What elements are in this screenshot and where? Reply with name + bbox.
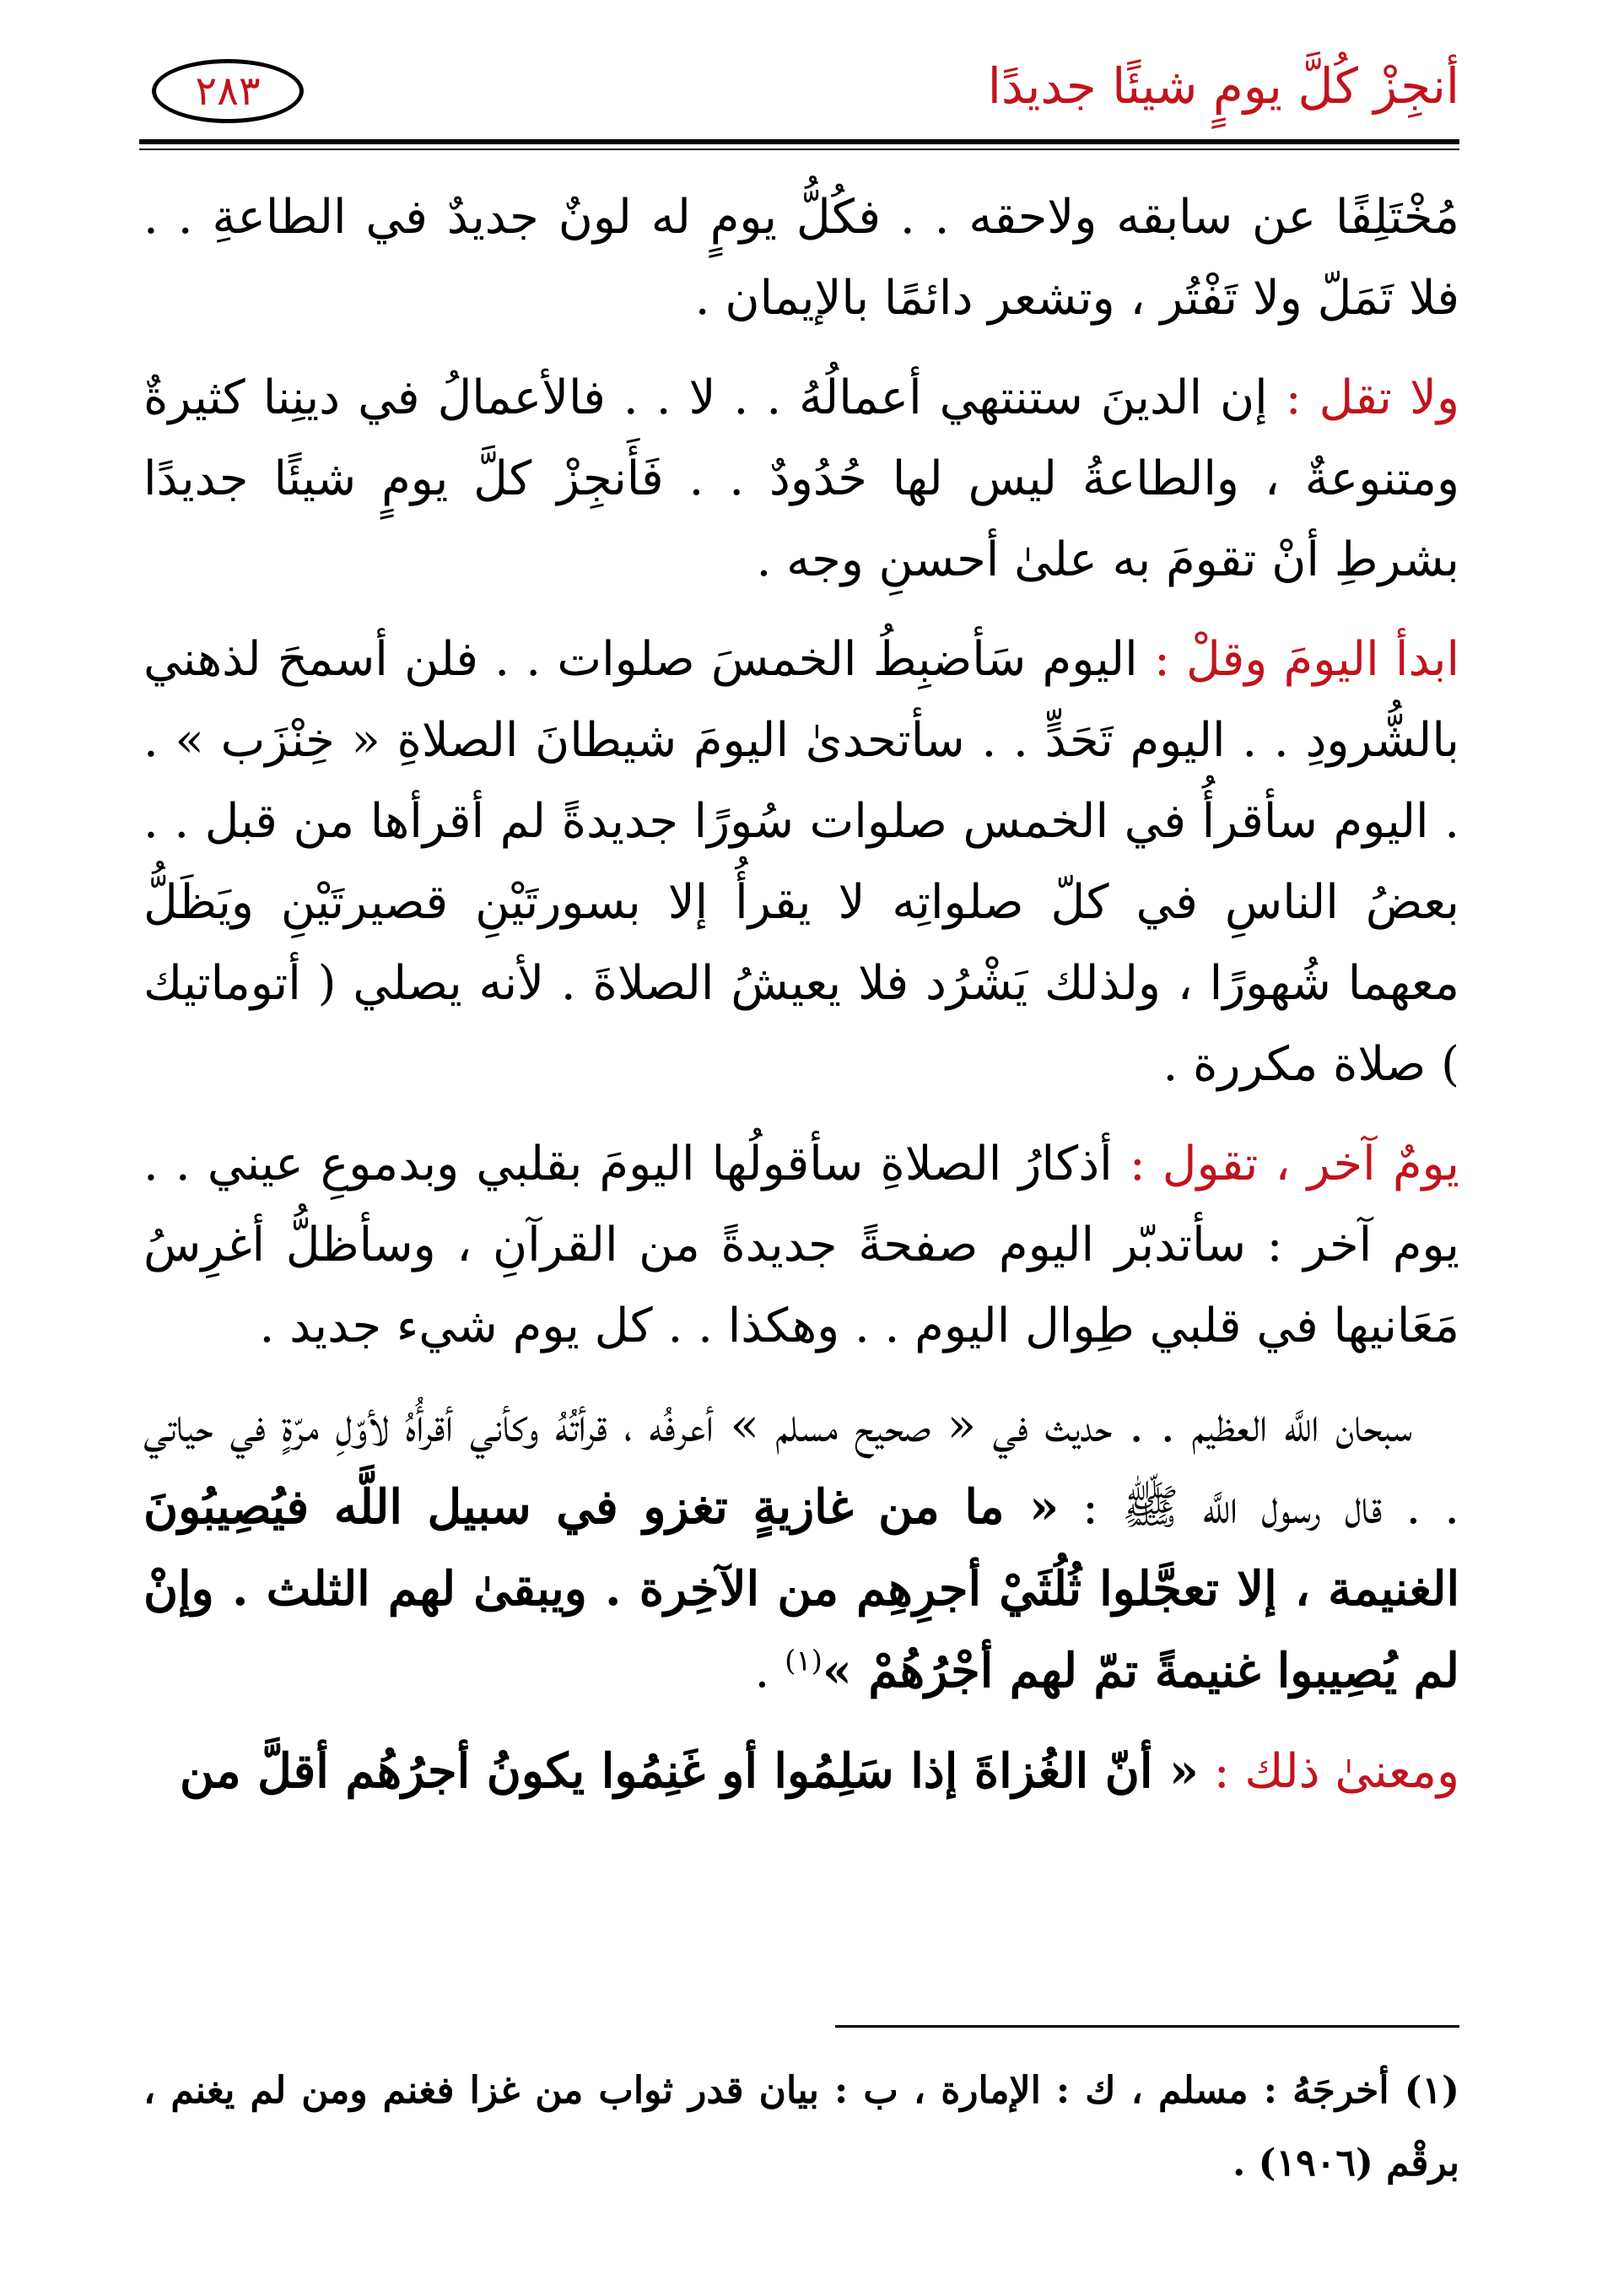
paragraph-text: إن الدينَ ستنتهي أعمالُهُ . . لا . . فالأعمالُ في دينِنا كثيرةٌ ومتنوعةٌ ، والطاعةُ ليس لها حُدُودٌ . . فَأَنجِزْ كلَّ يومٍ شيئًا جديدًا بشرطِ أنْ تقومَ به علىٰ أحسنِ وجه . — [143, 370, 1459, 587]
paragraph-2 — [143, 358, 1459, 601]
running-title: أنجِزْ كُلَّ يومٍ شيئًا جديدًا — [987, 57, 1459, 115]
paragraph-lead: ولا تقل : — [1285, 370, 1459, 425]
paragraph-text: اليوم سَأضبِطُ الخمسَ صلوات . . فلن أسمحَ لذهني بالشُّرودِ . . اليوم تَحَدٍّ . . سأتحدىٰ اليومَ شيطانَ الصلاةِ « خِنْزَب » . . اليوم سأقرأُ في الخمس صلوات سُورًا جديدةً لم أقرأها من قبل . . بعضُ الناسِ في كلّ صلواتِه لا يقرأُ إلا بسورتَيْنِ قصيرتَيْنِ ويَظَلُّ معهما شُهورًا ، ولذلك يَشْرُد فلا يعيشُ الصلاةَ . لأنه يصلي ( أتوماتيك ) صلاة مكررة . — [143, 632, 1460, 1092]
closing-text: « أنّ الغُزاةَ إذا سَلِمُوا أو غَنِمُوا يكونُ أجرُهُم أقلَّ من — [179, 1743, 1199, 1799]
hadith-intro: سبحان اللَّه العظيم . . حديث في « صحيح مسلم » أعرفُه ، قرأتُهُ وكأني أقرأُهُ لأوّلِ مرّةٍ في حياتي . . قال رسول اللَّه ﷺ : — [143, 1398, 1459, 1535]
hadith-quote: « ما من غازيةٍ تغزو في سبيل اللَّه فيُصِيبُونَ الغنيمة ، إلا تعجَّلوا ثُلُثَيْ أجرِهِم من الآخِرة . ويبقىٰ لهم الثلث . وإنْ لم يُصِيبوا غنيمةً تمّ لهم أجْرُهُمْ » — [143, 1479, 1459, 1699]
hadith-paragraph — [143, 1386, 1459, 1712]
paragraph-lead: ابدأ اليومَ وقلْ : — [1153, 632, 1459, 687]
page-header — [143, 51, 1459, 135]
paragraph-3 — [143, 619, 1459, 1105]
footnotes — [143, 2055, 1459, 2200]
paragraph-4 — [143, 1124, 1459, 1367]
header-rule-thin — [139, 149, 1459, 150]
paragraph-text: أذكارُ الصلاةِ سأقولُها اليومَ بقلبي وبدموعِ عيني . . يوم آخر : سأتدبّر اليوم صفحةً جديدةً من القرآنِ ، وسأظلُّ أغرِسُ مَعَانيها في قلبي طِوال اليوم . . وهكذا . . كل يوم شيء جديد . — [143, 1137, 1459, 1353]
main-text — [143, 177, 1459, 1831]
paragraph-text: مُخْتَلِفًا عن سابقه ولاحقه . . فكُلُّ يومٍ له لونٌ جديدٌ في الطاعةِ . . فلا تَمَلّ ولا تَفْتُر ، وتشعر دائمًا بالإيمان . — [143, 190, 1459, 326]
paragraph-lead: يومٌ آخر ، تقول : — [1129, 1137, 1460, 1191]
closing-paragraph — [143, 1731, 1459, 1812]
footnote-reference: (١) — [785, 1644, 823, 1678]
footnote-1: (١) أخرجَهُ : مسلم ، ك : الإمارة ، ب : بيان قدر ثواب من غزا فغنم ومن لم يغنم ، برقْم (١٩٠٦) . — [143, 2069, 1459, 2185]
hadith-tail: . — [754, 1644, 770, 1699]
closing-lead: ومعنىٰ ذلك : — [1213, 1744, 1459, 1799]
page-number-badge: ٢٨٣ — [152, 59, 304, 123]
header-rule-thick — [139, 139, 1459, 144]
footnote-separator — [835, 2025, 1459, 2028]
paragraph-1 — [143, 177, 1459, 339]
